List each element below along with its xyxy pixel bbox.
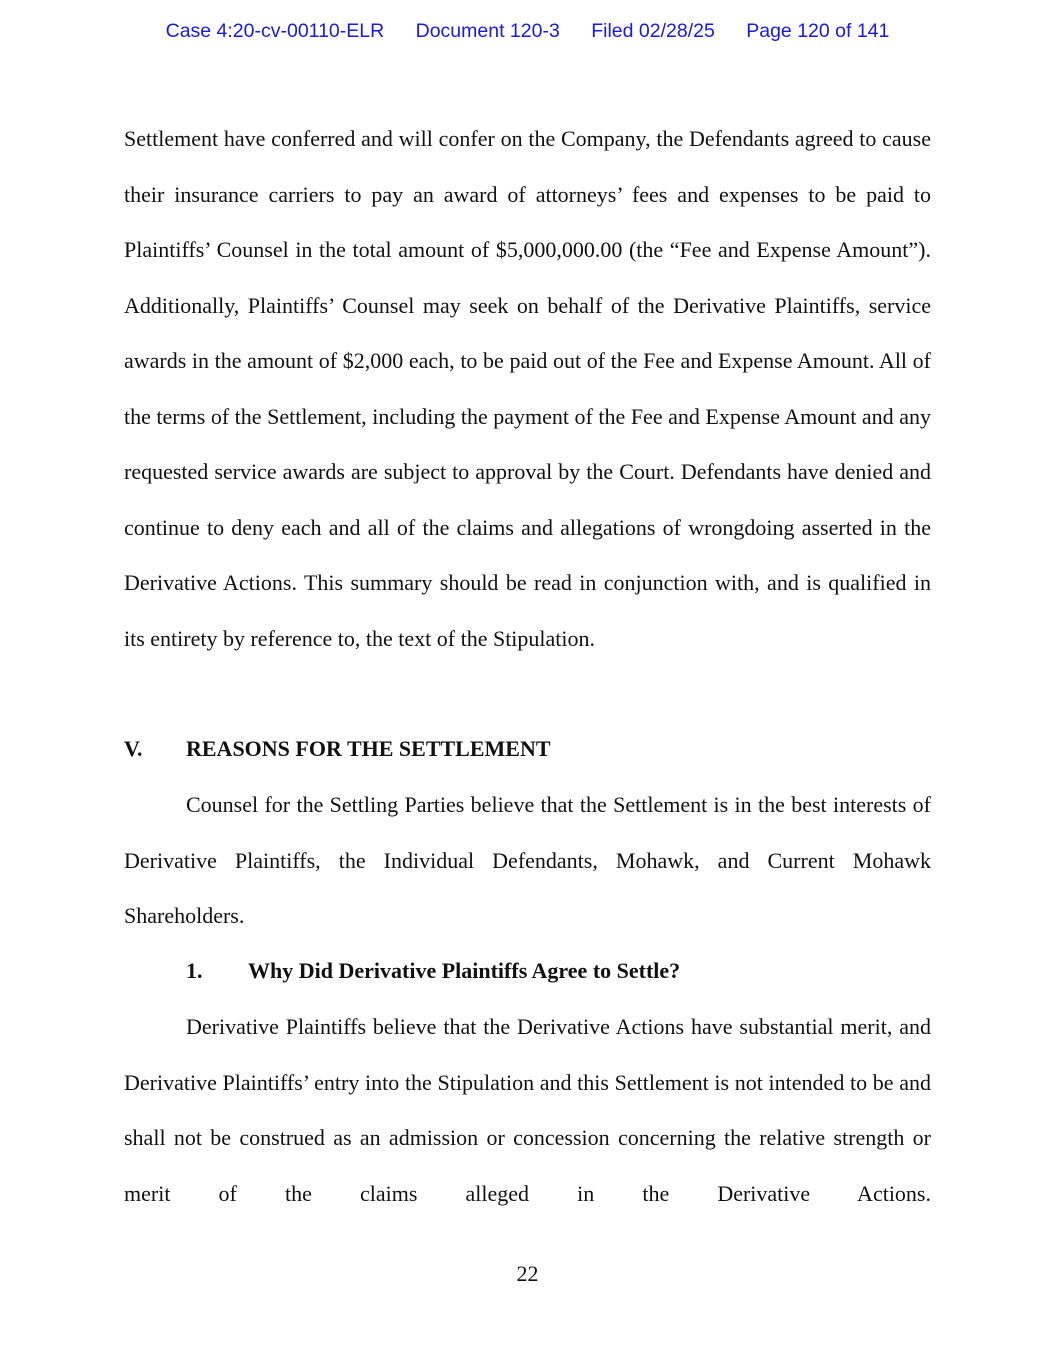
- section-heading-v: [124, 734, 551, 764]
- paragraph-fee-award: Settlement have conferred and will confer on the Company, the Defendants agreed to cause their insurance carriers to pay an award of attorneys’ fees and expenses to be paid to Plaintiffs’ Counsel in the total amount of $5,000,000.00 (the “Fee and Expense Amount”). Additionally, Plaintiffs’ Counsel may seek on behalf of the Derivative Plaintiffs, service awards in the amount of $2,000 each, to be paid out of the Fee and Expense Amount. All of the terms of the Settlement, including the payment of the Fee and Expense Amount and any requested service awards are subject to approval by the Court. Defendants have denied and continue to deny each and all of the claims and allegations of wrongdoing asserted in the Derivative Actions. This summary should be read in conjunction with, and is qualified in its entirety by reference to, the text of the Stipulation.: [124, 126, 931, 651]
- court-filing-header: [0, 20, 1055, 43]
- section-title: REASONS FOR THE SETTLEMENT: [186, 736, 551, 761]
- page-count: Page 120 of 141: [746, 20, 890, 42]
- paragraph-reasons: Counsel for the Settling Parties believe that the Settlement is in the best interests of Derivative Plaintiffs, the Individual Defendants, Mohawk, and Current Mohawk Shareholders.: [124, 792, 931, 928]
- case-number: Case 4:20-cv-00110-ELR: [165, 20, 385, 42]
- filed-date: Filed 02/28/25: [591, 20, 715, 42]
- subsection-title: Why Did Derivative Plaintiffs Agree to Settle?: [248, 958, 681, 983]
- subsection-heading-1: [186, 956, 680, 986]
- document-number: Document 120-3: [415, 20, 560, 42]
- subsection-number: 1.: [186, 958, 203, 983]
- section-number: V.: [124, 736, 143, 761]
- page-number: 22: [516, 1261, 539, 1286]
- paragraph-why-settle: Derivative Plaintiffs believe that the Derivative Actions have substantial merit, and Derivative Plaintiffs’ entry into the Stipulation and this Settlement is not intended to be and shall not be construed as an admission or concession concerning the relative strength or merit of the claims alleged in the Derivative Actions.: [124, 1014, 931, 1206]
